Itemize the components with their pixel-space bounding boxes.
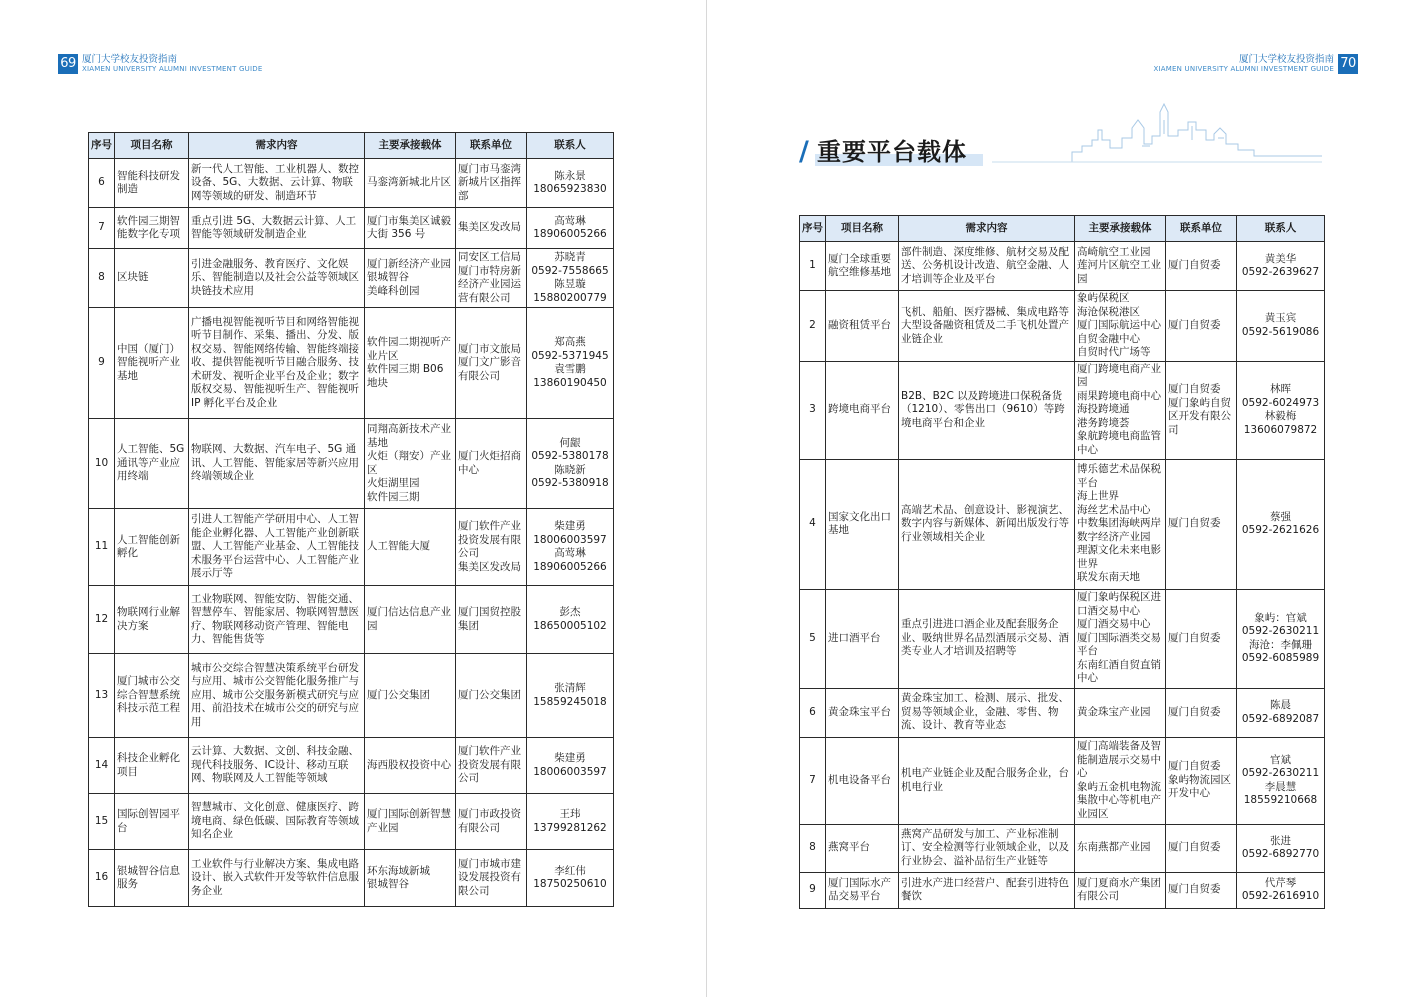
demand-content: 部件制造、深度维修、航材交易及配送、公务机设计改造、航空金融、人才培训等企业及平台 — [899, 242, 1075, 291]
demand-content: 引进人工智能产学研用中心、人工智能企业孵化器、人工智能产业创新联盟、人工智能产业基金、人工智能技术服务平台运营中心、人工智能产业展示厅等 — [189, 509, 365, 586]
main-carrier: 海西股权投资中心 — [365, 738, 456, 794]
row-number: 9 — [89, 308, 115, 419]
project-name: 厦门城市公交综合智慧系统科技示范工程 — [115, 654, 189, 738]
contact-unit: 厦门自贸委 — [1166, 291, 1237, 362]
right-page — [707, 0, 1413, 997]
row-number: 13 — [89, 654, 115, 738]
project-name: 智能科技研发制造 — [115, 159, 189, 208]
main-carrier: 东南燕都产业园 — [1075, 824, 1166, 872]
title-slash: / — [799, 136, 809, 167]
row-number: 9 — [800, 872, 826, 908]
contact-person: 代芹琴 0592-2616910 — [1237, 872, 1325, 908]
row-number: 10 — [89, 419, 115, 509]
row-number: 6 — [800, 688, 826, 737]
header-title-en: XIAMEN UNIVERSITY ALUMNI INVESTMENT GUIDE — [1153, 65, 1334, 73]
main-carrier: 黄金珠宝产业园 — [1075, 688, 1166, 737]
demand-content: 工业物联网、智能安防、智能交通、智慧停车、智能家居、物联网智慧医疗、物联网移动资产管理、智能电力、智能售货等 — [189, 586, 365, 654]
table-row — [89, 850, 614, 907]
table-row — [800, 242, 1325, 291]
table-row — [89, 419, 614, 509]
demand-content: 重点引进进口酒企业及配套服务企业、吸纳世界名品烈酒展示交易、酒类专业人才培训及招聘等 — [899, 589, 1075, 688]
row-number: 4 — [800, 459, 826, 589]
header-title-cn: 厦门大学校友投资指南 — [82, 54, 178, 65]
contact-unit: 厦门自贸委 象屿物流园区开发中心 — [1166, 737, 1237, 824]
table-header-row — [800, 216, 1325, 242]
page-number: 70 — [1338, 54, 1358, 74]
col-header-no: 序号 — [89, 133, 115, 159]
demand-content: 城市公交综合智慧决策系统平台研发与应用、城市公交智能化服务推广与应用、城市公交服务新模式研究与应用、前沿技术在城市公交的研究与应用 — [189, 654, 365, 738]
row-number: 1 — [800, 242, 826, 291]
demand-content: 重点引进 5G、大数据云计算、人工智能等领域研发制造企业 — [189, 208, 365, 249]
project-name: 人工智能、5G 通讯等产业应用终端 — [115, 419, 189, 509]
contact-person: 黄玉宾 0592-5619086 — [1237, 291, 1325, 362]
main-carrier: 厦门高端装备及智能制造展示交易中心 象屿五金机电物流集散中心等机电产业园区 — [1075, 737, 1166, 824]
col-header-content: 需求内容 — [899, 216, 1075, 242]
col-header-unit: 联系单位 — [456, 133, 527, 159]
table-row — [800, 737, 1325, 824]
row-number: 16 — [89, 850, 115, 907]
table-row — [800, 824, 1325, 872]
row-number: 6 — [89, 159, 115, 208]
main-carrier: 厦门象屿保税区进口酒交易中心 厦门酒交易中心 厦门国际酒类交易平台 东南红酒自贸直销中心 — [1075, 589, 1166, 688]
row-number: 8 — [800, 824, 826, 872]
project-name: 燕窝平台 — [826, 824, 899, 872]
project-name: 国家文化出口基地 — [826, 459, 899, 589]
row-number: 15 — [89, 794, 115, 850]
contact-unit: 厦门市马銮湾新城片区指挥部 — [456, 159, 527, 208]
demand-content: 智慧城市、文化创意、健康医疗、跨境电商、绿色低碳、国际教育等领域知名企业 — [189, 794, 365, 850]
table-row — [89, 308, 614, 419]
table-row — [800, 589, 1325, 688]
table-row — [800, 291, 1325, 362]
project-name: 跨境电商平台 — [826, 361, 899, 459]
table-row — [89, 249, 614, 308]
project-name: 区块链 — [115, 249, 189, 308]
demand-content: 物联网、大数据、汽车电子、5G 通讯、人工智能、智能家居等新兴应用终端领域企业 — [189, 419, 365, 509]
table-row — [89, 586, 614, 654]
contact-unit: 厦门自贸委 — [1166, 688, 1237, 737]
row-number: 8 — [89, 249, 115, 308]
main-carrier: 厦门跨境电商产业园 雨果跨境电商中心 海投跨境通 港务跨境荟 象航跨境电商监管中心 — [1075, 361, 1166, 459]
contact-unit: 厦门自贸委 — [1166, 872, 1237, 908]
page-number: 69 — [58, 54, 78, 74]
contact-unit: 厦门公交集团 — [456, 654, 527, 738]
header-title-cn: 厦门大学校友投资指南 — [1238, 54, 1334, 65]
contact-unit: 厦门软件产业投资发展有限公司 — [456, 738, 527, 794]
contact-unit: 厦门市城市建设发展投资有限公司 — [456, 850, 527, 907]
table-row — [89, 509, 614, 586]
contact-person: 张进 0592-6892770 — [1237, 824, 1325, 872]
project-name: 科技企业孵化项目 — [115, 738, 189, 794]
project-name: 中国（厦门）智能视听产业基地 — [115, 308, 189, 419]
contact-person: 官斌 0592-2630211 李晨慧 18559210668 — [1237, 737, 1325, 824]
demand-content: 引进水产进口经营户、配套引进特色餐饮 — [899, 872, 1075, 908]
city-skyline-illustration — [992, 100, 1322, 166]
demand-content: 引进金融服务、教育医疗、文化娱乐、智能制造以及社会公益等领域区块链技术应用 — [189, 249, 365, 308]
table-row — [89, 654, 614, 738]
project-name: 人工智能创新孵化 — [115, 509, 189, 586]
table-row — [89, 159, 614, 208]
row-number: 7 — [800, 737, 826, 824]
project-name: 黄金珠宝平台 — [826, 688, 899, 737]
project-name: 机电设备平台 — [826, 737, 899, 824]
project-name: 物联网行业解决方案 — [115, 586, 189, 654]
contact-unit: 厦门火炬招商中心 — [456, 419, 527, 509]
main-carrier: 环东海域新城 银城智谷 — [365, 850, 456, 907]
col-header-carrier: 主要承接载体 — [365, 133, 456, 159]
section-title: 重要平台载体 — [817, 138, 967, 166]
table-row — [800, 361, 1325, 459]
row-number: 3 — [800, 361, 826, 459]
table-row — [800, 872, 1325, 908]
project-name: 厦门全球重要航空维修基地 — [826, 242, 899, 291]
col-header-content: 需求内容 — [189, 133, 365, 159]
contact-person: 柴建勇 18006003597 — [527, 738, 614, 794]
project-name: 国际创智园平台 — [115, 794, 189, 850]
left-page — [0, 0, 706, 997]
contact-person: 林晖 0592-6024973 林毅梅 13606079872 — [1237, 361, 1325, 459]
col-header-name: 项目名称 — [826, 216, 899, 242]
contact-person: 何龈 0592-5380178 陈晓新 0592-5380918 — [527, 419, 614, 509]
main-carrier: 同翔高新技术产业基地 火炬（翔安）产业区 火炬湖里园 软件园三期 — [365, 419, 456, 509]
main-carrier: 人工智能大厦 — [365, 509, 456, 586]
contact-person: 苏晓青 0592-7558665 陈昱璇 15880200779 — [527, 249, 614, 308]
contact-unit: 厦门自贸委 — [1166, 459, 1237, 589]
demand-content: 飞机、船舶、医疗器械、集成电路等大型设备融资租赁及二手飞机处置产业链企业 — [899, 291, 1075, 362]
contact-person: 彭杰 18650005102 — [527, 586, 614, 654]
contact-person: 高莺琳 18906005266 — [527, 208, 614, 249]
project-name: 融资租赁平台 — [826, 291, 899, 362]
main-carrier: 软件园二期视听产业片区 软件园三期 B06 地块 — [365, 308, 456, 419]
col-header-unit: 联系单位 — [1166, 216, 1237, 242]
contact-unit: 厦门国贸控股集团 — [456, 586, 527, 654]
row-number: 5 — [800, 589, 826, 688]
main-carrier: 高崎航空工业园 莲河片区航空工业园 — [1075, 242, 1166, 291]
contact-person: 象屿：官斌 0592-2630211 海沧：李佩珊 0592-6085989 — [1237, 589, 1325, 688]
row-number: 2 — [800, 291, 826, 362]
demand-content: 黄金珠宝加工、检测、展示、批发、贸易等领域企业，金融、零售、物流、设计、教育等业态 — [899, 688, 1075, 737]
main-carrier: 厦门信达信息产业园 — [365, 586, 456, 654]
table-row — [800, 459, 1325, 589]
contact-unit: 厦门自贸委 厦门象屿自贸区开发有限公司 — [1166, 361, 1237, 459]
table-row — [89, 738, 614, 794]
demand-content: 机电产业链企业及配合服务企业，台机电行业 — [899, 737, 1075, 824]
demand-content: 燕窝产品研发与加工、产业标准制订、安全检测等行业领域企业，以及行业协会、溢补品衍生产业链等 — [899, 824, 1075, 872]
project-name: 软件园三期智能数字化专项 — [115, 208, 189, 249]
contact-person: 王玮 13799281262 — [527, 794, 614, 850]
contact-person: 陈永景 18065923830 — [527, 159, 614, 208]
table-row — [89, 208, 614, 249]
main-carrier: 象屿保税区 海沧保税港区 厦门国际航运中心 自贸金融中心 自贸时代广场等 — [1075, 291, 1166, 362]
contact-person: 黄美华 0592-2639627 — [1237, 242, 1325, 291]
main-carrier: 厦门新经济产业园 银城智谷 美峰科创园 — [365, 249, 456, 308]
main-carrier: 厦门国际创新智慧产业园 — [365, 794, 456, 850]
row-number: 14 — [89, 738, 115, 794]
project-name: 进口酒平台 — [826, 589, 899, 688]
contact-person: 李红伟 18750250610 — [527, 850, 614, 907]
col-header-carrier: 主要承接载体 — [1075, 216, 1166, 242]
left-project-table — [88, 132, 614, 907]
project-name: 厦门国际水产品交易平台 — [826, 872, 899, 908]
col-header-contact: 联系人 — [527, 133, 614, 159]
demand-content: 工业软件与行业解决方案、集成电路设计、嵌入式软件开发等软件信息服务企业 — [189, 850, 365, 907]
col-header-no: 序号 — [800, 216, 826, 242]
demand-content: B2B、B2C 以及跨境进口保税备货（1210）、零售出口（9610）等跨境电商平台和企业 — [899, 361, 1075, 459]
main-carrier: 马銮湾新城北片区 — [365, 159, 456, 208]
main-carrier: 厦门市集美区诚毅大街 356 号 — [365, 208, 456, 249]
contact-person: 张清辉 15859245018 — [527, 654, 614, 738]
demand-content: 新一代人工智能、工业机器人、数控设备、5G、大数据、云计算、物联网等领域的研发、制造环节 — [189, 159, 365, 208]
main-carrier: 厦门公交集团 — [365, 654, 456, 738]
contact-unit: 集美区发改局 — [456, 208, 527, 249]
contact-unit: 厦门自贸委 — [1166, 824, 1237, 872]
row-number: 11 — [89, 509, 115, 586]
row-number: 7 — [89, 208, 115, 249]
table-row — [89, 794, 614, 850]
contact-unit: 同安区工信局 厦门市特房新经济产业园运营有限公司 — [456, 249, 527, 308]
demand-content: 高端艺术品、创意设计、影视演艺、数字内容与新媒体、新闻出版发行等行业领域相关企业 — [899, 459, 1075, 589]
col-header-name: 项目名称 — [115, 133, 189, 159]
main-carrier: 博乐德艺术品保税平台 海上世界 海丝艺术品中心 中数集团海峡两岸数字经济产业园 理源文化未来电影世界 联发东南天地 — [1075, 459, 1166, 589]
contact-unit: 厦门市政投资有限公司 — [456, 794, 527, 850]
demand-content: 广播电视智能视听节目和网络智能视听节目制作、采集、播出、分发、版权交易、智能网络传输、智能终端接收、提供智能视听节目融合服务、技术研发、视听企业平台及企业；数字版权交易、智能视听生产、智能视听IP 孵化平台及企业 — [189, 308, 365, 419]
contact-unit: 厦门市文旅局 厦门文广影音有限公司 — [456, 308, 527, 419]
contact-unit: 厦门自贸委 — [1166, 589, 1237, 688]
contact-unit: 厦门自贸委 — [1166, 242, 1237, 291]
main-carrier: 厦门夏商水产集团有限公司 — [1075, 872, 1166, 908]
contact-unit: 厦门软件产业投资发展有限公司 集美区发改局 — [456, 509, 527, 586]
row-number: 12 — [89, 586, 115, 654]
contact-person: 郑高燕 0592-5371945 袁雪鹏 13860190450 — [527, 308, 614, 419]
col-header-contact: 联系人 — [1237, 216, 1325, 242]
table-header-row — [89, 133, 614, 159]
contact-person: 柴建勇 18006003597 高莺琳 18906005266 — [527, 509, 614, 586]
right-platform-table — [799, 215, 1325, 909]
table-row — [800, 688, 1325, 737]
project-name: 银城智谷信息服务 — [115, 850, 189, 907]
demand-content: 云计算、大数据、文创、科技金融、现代科技服务、IC设计、移动互联网、物联网及人工智能等领域 — [189, 738, 365, 794]
contact-person: 蔡强 0592-2621626 — [1237, 459, 1325, 589]
header-title-en: XIAMEN UNIVERSITY ALUMNI INVESTMENT GUIDE — [82, 65, 263, 73]
contact-person: 陈晨 0592-6892087 — [1237, 688, 1325, 737]
